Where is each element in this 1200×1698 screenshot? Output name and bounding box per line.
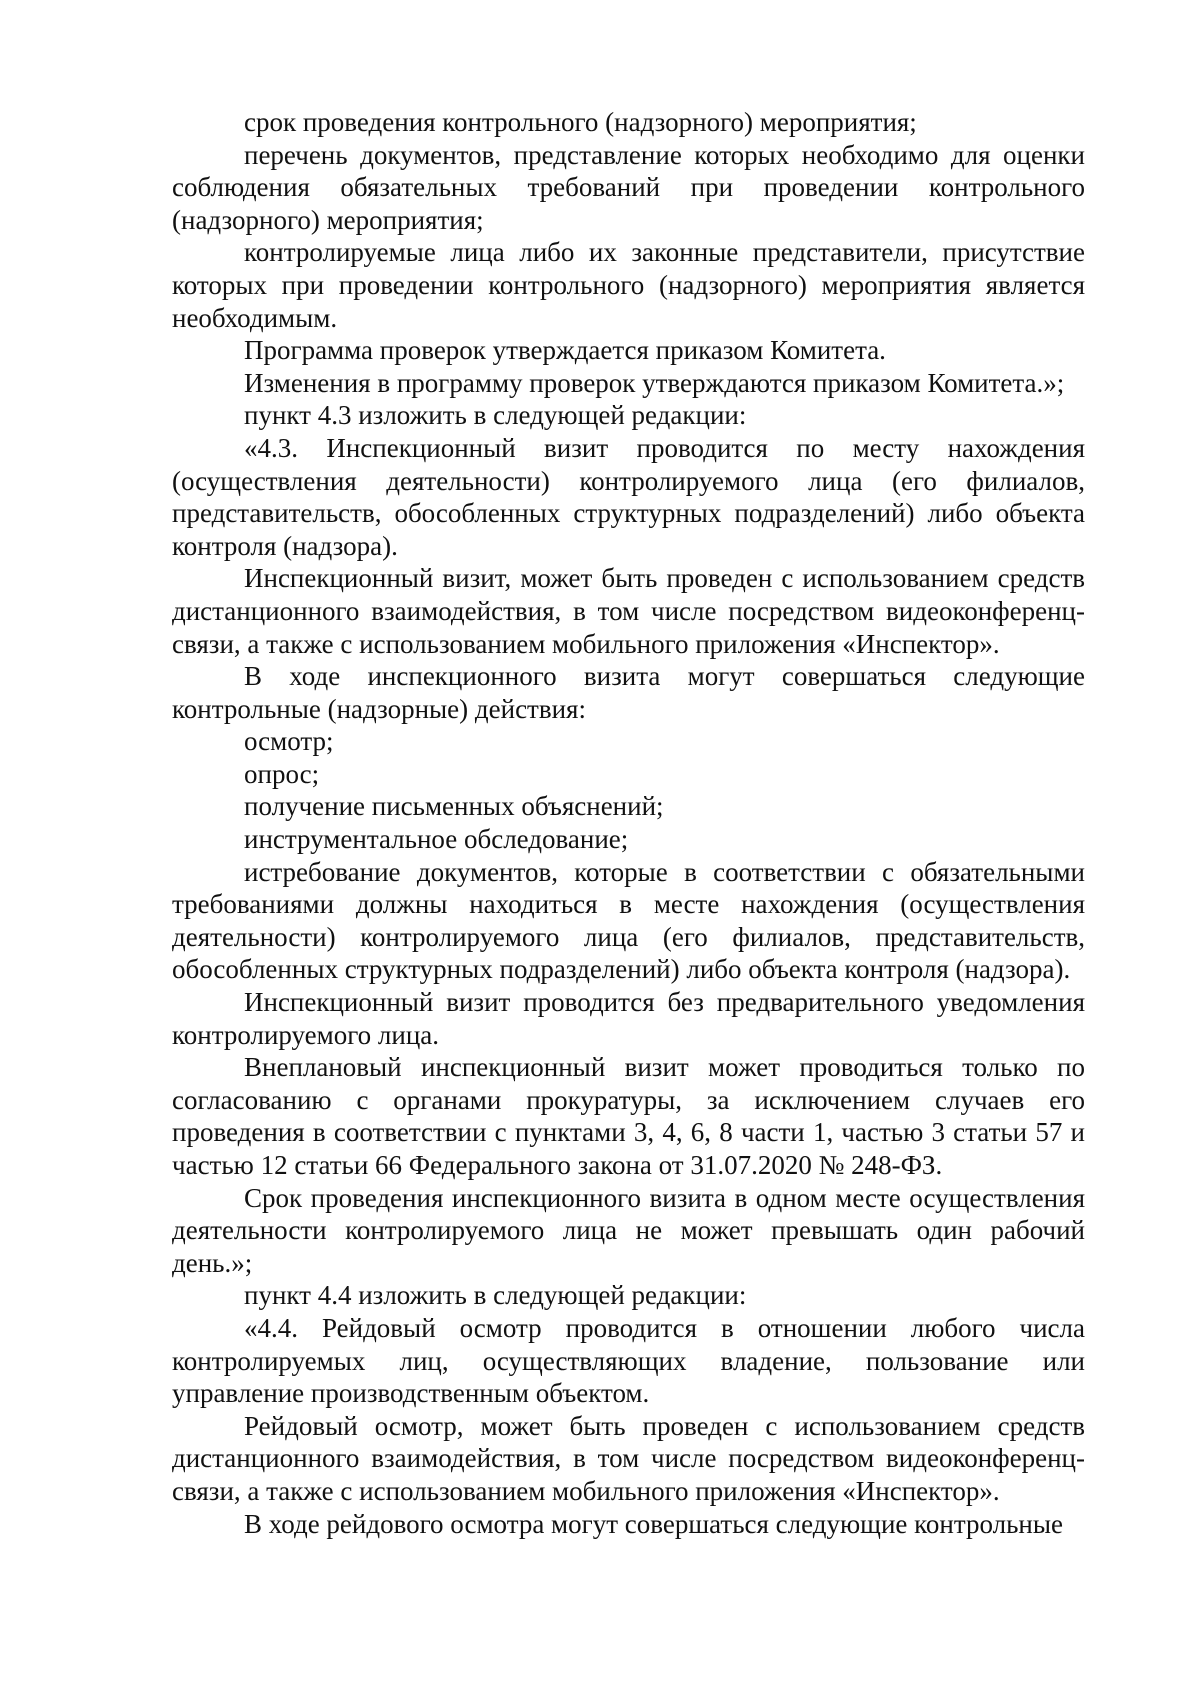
paragraph-unscheduled-visit: Внеплановый инспекционный визит может проводиться только по согласованию с органами прокуратуры, за исключением случаев его проведения в соответствии с пунктами 3, 4, 6, 8 части 1, частью 3 статьи 57 и частью 12 статьи 66 Федерального закона от 31.07.2020 № 248-ФЗ. <box>172 1052 1085 1180</box>
list-item-written-explanations: получение письменных объяснений; <box>244 791 664 822</box>
list-item-survey: опрос; <box>244 758 320 789</box>
paragraph-clause-4-3-intro: пункт 4.3 изложить в следующей редакции: <box>244 400 747 431</box>
document-body <box>172 106 1085 1540</box>
paragraph-clause-4-4: «4.4. Рейдовый осмотр проводится в отношении любого числа контролируемых лиц, осуществляющих владение, пользование или управление производственным объектом. <box>172 1312 1085 1409</box>
paragraph-raid-actions: В ходе рейдового осмотра могут совершаться следующие контрольные <box>244 1508 1063 1539</box>
paragraph-documents-list: перечень документов, представление которых необходимо для оценки соблюдения обязательных требований при проведении контрольного (надзорного) мероприятия; <box>172 139 1085 235</box>
paragraph-program-approval: Программа проверок утверждается приказом Комитета. <box>244 335 886 366</box>
paragraph-term: срок проведения контрольного (надзорного) мероприятия; <box>244 107 917 137</box>
paragraph-raid-remote: Рейдовый осмотр, может быть проведен с использованием средств дистанционного взаимодействия, в том числе посредством видеоконференц-связи, а также с использованием мобильного приложения «Инспектор». <box>172 1410 1085 1506</box>
paragraph-clause-4-3: «4.3. Инспекционный визит проводится по месту нахождения (осуществления деятельности) контролируемого лица (его филиалов, представительств, обособленных структурных подразделений) либо объекта контроля (надзора). <box>172 432 1085 561</box>
paragraph-clause-4-4-intro: пункт 4.4 изложить в следующей редакции: <box>244 1280 747 1311</box>
paragraph-visit-duration: Срок проведения инспекционного визита в одном месте осуществления деятельности контролируемого лица не может превышать один рабочий день.»; <box>172 1182 1085 1278</box>
list-item-document-request: истребование документов, которые в соответствии с обязательными требованиями должны находиться в месте нахождения (осуществления деятельности) контролируемого лица (его филиалов, представительств, обособленных структурных подразделений) либо объекта контроля (надзора). <box>172 856 1085 985</box>
paragraph-no-notification: Инспекционный визит проводится без предварительного уведомления контролируемого лица. <box>172 987 1085 1050</box>
paragraph-program-changes: Изменения в программу проверок утверждаются приказом Комитета.»; <box>244 367 1065 398</box>
list-item-inspection: осмотр; <box>244 726 334 757</box>
paragraph-inspection-remote: Инспекционный визит, может быть проведен с использованием средств дистанционного взаимодействия, в том числе посредством видеоконференц-связи, а также с использованием мобильного приложения «Инспектор». <box>172 563 1085 659</box>
list-item-instrumental-examination: инструментальное обследование; <box>244 824 629 855</box>
paragraph-controlled-persons: контролируемые лица либо их законные представители, присутствие которых при проведении контрольного (надзорного) мероприятия является необходимым. <box>172 237 1085 333</box>
paragraph-inspection-actions: В ходе инспекционного визита могут совершаться следующие контрольные (надзорные) действия: <box>172 661 1085 724</box>
